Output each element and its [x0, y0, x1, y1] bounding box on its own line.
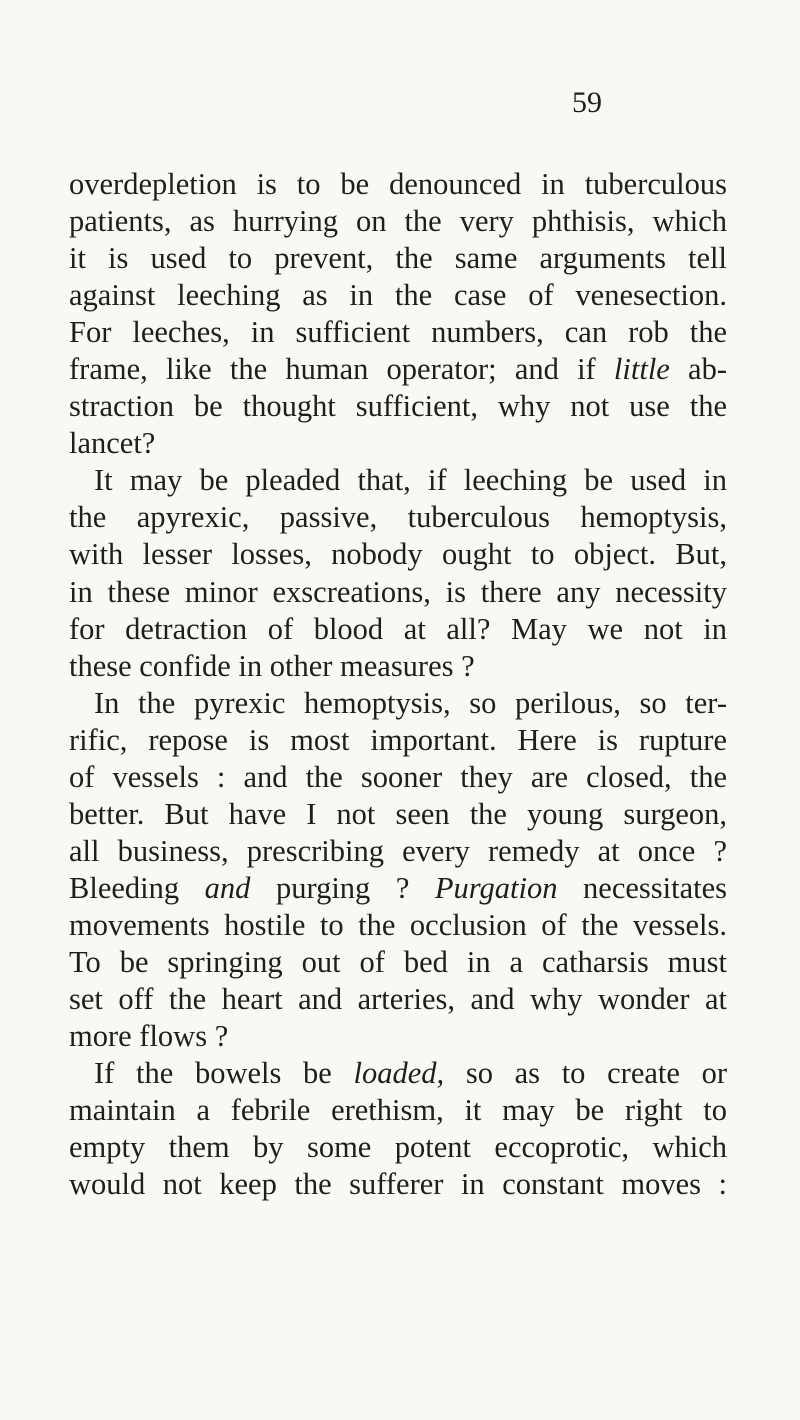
text-line	[69, 425, 727, 462]
text-line	[69, 611, 727, 648]
line-text: with lesser losses, nobody ought to object. But,	[69, 537, 727, 572]
line-text: would not keep the sufferer in constant moves :	[69, 1167, 727, 1202]
text-line	[69, 462, 727, 499]
text-line	[69, 685, 727, 722]
line-text: of vessels : and the sooner they are closed, the	[69, 759, 727, 794]
text-line	[69, 1166, 727, 1203]
line-text: set off the heart and arteries, and why wonder at	[69, 982, 727, 1017]
text-line	[69, 574, 727, 611]
italic-text: Purgation	[434, 870, 558, 905]
line-text: all business, prescribing every remedy at once ?	[69, 833, 727, 868]
italic-text: loaded,	[353, 1056, 445, 1091]
line-text: empty them by some potent eccoprotic, which	[69, 1130, 727, 1165]
text-line	[69, 944, 727, 981]
line-text: rific, repose is most important. Here is rupture	[69, 722, 727, 757]
line-text: the apyrexic, passive, tuberculous hemoptysis,	[69, 500, 727, 535]
line-text: To be springing out of bed in a catharsis must	[69, 944, 727, 979]
line-text: If the bowels be	[94, 1056, 354, 1091]
text-line	[69, 499, 727, 536]
line-text: it is used to prevent, the same arguments tell	[69, 241, 727, 276]
text-line	[69, 1018, 727, 1055]
text-line	[69, 536, 727, 573]
text-line	[69, 1129, 727, 1166]
text-line	[69, 981, 727, 1018]
line-text: better. But have I not seen the young surgeon,	[69, 796, 727, 831]
text-line	[69, 314, 727, 351]
line-text: ab-	[669, 352, 727, 387]
line-text: patients, as hurrying on the very phthisis, which	[69, 204, 727, 239]
line-text: It may be pleaded that, if leeching be used in	[94, 463, 727, 498]
line-text: lancet?	[69, 426, 156, 461]
text-line	[69, 759, 727, 796]
text-line	[69, 722, 727, 759]
line-text: these confide in other measures ?	[69, 648, 475, 683]
text-line	[69, 1092, 727, 1129]
line-text: frame, like the human operator; and if	[69, 352, 614, 387]
text-line	[69, 203, 727, 240]
body-text	[69, 166, 727, 1203]
line-text: overdepletion is to be denounced in tuberculous	[69, 167, 727, 201]
text-line	[69, 277, 727, 314]
line-text: necessitates	[557, 870, 728, 905]
text-line	[69, 907, 727, 944]
text-line	[69, 833, 727, 870]
text-line	[69, 1055, 727, 1092]
line-text: so as to create or	[444, 1056, 727, 1091]
line-text: purging ?	[250, 870, 435, 905]
line-text: Bleeding	[69, 870, 205, 905]
text-line	[69, 648, 727, 685]
line-text: For leeches, in sufficient numbers, can rob the	[69, 315, 727, 350]
line-text: for detraction of blood at all? May we not in	[69, 611, 727, 646]
italic-text: little	[613, 352, 670, 387]
line-text: straction be thought sufficient, why not use the	[69, 389, 727, 424]
line-text: in these minor exscreations, is there any necessity	[69, 574, 727, 609]
text-line	[69, 870, 727, 907]
text-line	[69, 351, 727, 388]
line-text: more flows ?	[69, 1019, 229, 1054]
line-text: In the pyrexic hemoptysis, so perilous, so ter-	[94, 685, 727, 720]
text-line	[69, 240, 727, 277]
line-text: against leeching as in the case of venesection.	[69, 278, 727, 313]
text-line	[69, 796, 727, 833]
line-text: movements hostile to the occlusion of the vessels.	[69, 907, 727, 942]
italic-text: and	[204, 870, 251, 905]
text-line	[69, 166, 727, 203]
text-line	[69, 388, 727, 425]
page-number: 59	[572, 86, 602, 119]
line-text: maintain a febrile erethism, it may be right to	[69, 1093, 727, 1128]
